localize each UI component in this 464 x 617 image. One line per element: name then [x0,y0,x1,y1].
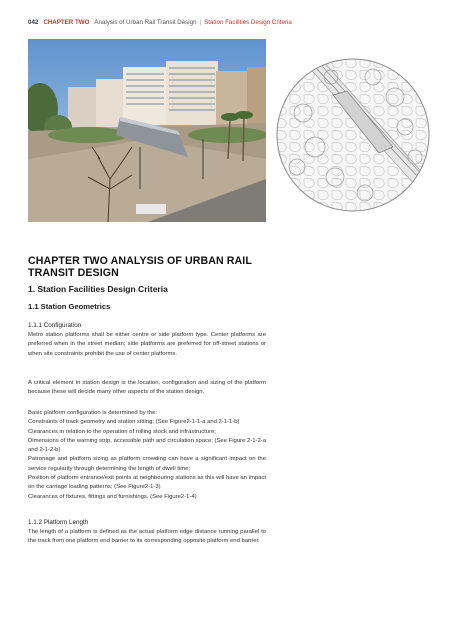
configuration-heading: 1.1.1 Configuration [28,322,82,329]
list-item: Clearances of fixtures, fittings and furnishings. (See Figure2-1-4) [28,493,197,500]
station-photo [28,39,266,222]
header-separator: | [199,19,202,26]
list-item: Position of platform entrance/exit points at neighbouring stations as this will have an impact on the carriage loading patterns; (See Figure2-1-3) [28,475,266,491]
page-number: 042 [28,19,39,26]
list-item: Basic platform configuration is determined by the: [28,410,158,416]
configuration-paragraph-2: A critical element in station design is the location, configuration and sizing of the platform because these will decide many other aspects of the station design. [28,380,266,396]
header-chapter: CHAPTER TWO [43,19,90,26]
list-item: Dimensions of the warning strip, accessible path and circulation space; (See Figure 2-1-2-a and 2-1-2-b) [28,437,266,454]
list-item: Patronage and platform sizing as platform crowding can have a significant impact on the service regularity through determining the length of dwell time; [28,456,266,472]
running-header [28,19,448,26]
header-chapter-subtitle: Analysis of Urban Rail Transit Design [94,19,197,26]
section-heading: 1. Station Facilities Design Criteria [28,284,168,294]
chapter-title: CHAPTER TWO ANALYSIS OF URBAN RAIL TRANSIT DESIGN [28,255,252,279]
station-plan-diagram [275,57,431,213]
platform-configuration-list [28,409,266,502]
platform-length-heading: 1.1.2 Platform Length [28,519,89,526]
list-item: Constraints of track geometry and station sitting; (See Figure2-1-1-a and 2-1-1-b) [28,419,240,426]
platform-length-paragraph: The length of a platform is defined as the actual platform edge distance running parallel to the track from one platform end barrier to its corresponding opposite platform end barrier. [28,529,266,545]
header-section: Station Facilities Design Criteria [204,19,292,26]
configuration-paragraph-1: Metro station platforms shall be either centre or side platform type. Center platforms are preferred when in the street median; side platforms are preferred for off-street stations or when site constraints prohibit the use of center platforms. [28,332,266,357]
subsection-heading: 1.1 Station Geometrics [28,302,111,311]
list-item: Clearances in relation to the operation of rolling stock and infrastructure; [28,428,216,435]
